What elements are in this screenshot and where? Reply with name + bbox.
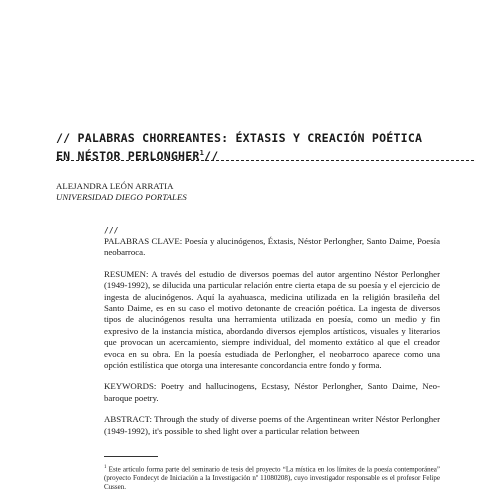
keywords-english: KEYWORDS: Poetry and hallucinogens, Ecstasy, Néstor Perlongher, Santo Daime, Neo-baroque poetry.	[104, 381, 440, 403]
title-line-1: // PALABRAS CHORREANTES: ÉXTASIS Y CREACIÓN POÉTICA	[56, 131, 423, 145]
article-body	[104, 226, 440, 447]
keywords-spanish: PALABRAS CLAVE: Poesía y alucinógenos, Éxtasis, Néstor Perlongher, Santo Daime, Poesía neobarroca.	[104, 236, 440, 258]
footnote-text: Este artículo forma parte del seminario de tesis del proyecto “La mística en los límites de la poesía contemporánea” (proyecto Fondecyt de Iniciación a la Investigación nº 11080208), cuyo investigador responsable es el profesor Felipe Cussen.	[104, 465, 441, 492]
footnote-number: 1	[104, 465, 107, 470]
footnote-rule	[104, 456, 158, 457]
title-footnote-marker: 1	[199, 149, 205, 157]
footnote	[104, 463, 440, 492]
title-dashed-rule	[56, 160, 474, 161]
title-suffix: //	[204, 148, 219, 163]
section-marker: ///	[104, 226, 119, 235]
abstract-paragraph: ABSTRACT: Through the study of diverse poems of the Argentinean writer Néstor Perlongher (1949-1992), it's possible to shed light over a particular relation between	[104, 414, 440, 436]
author-block	[56, 181, 187, 203]
author-affiliation: UNIVERSIDAD DIEGO PORTALES	[56, 192, 187, 202]
title-line-2: EN NÉSTOR PERLONGHER	[56, 148, 200, 163]
resumen-paragraph: RESUMEN: A través del estudio de diversos poemas del autor argentino Néstor Perlongher (1949-1992), se dilucida una particular relación entre cierta etapa de su poesía y el ejercicio de ingesta de alucinógenos. Aquí la ayahuasca, medicina utilizada en la religión brasileña del Santo Daime, es en su caso el motivo detonante de creación poética. La ingesta de diversos tipos de alucinógenos resulta una herramienta utilizada en poesía, como un medio y fin expresivo de la instancia mística, abordando diversos ejemplos artísticos, visuales y literarios que provocan un acercamiento, siempre individual, del momento extático al que el creador evoca en su obra. En la poesía estudiada de Perlongher, el neobarroco aparece como una opción estilística que otorga una interesante concordancia entre fondo y forma.	[104, 268, 440, 371]
author-name: ALEJANDRA LEÓN ARRATIA	[56, 181, 174, 191]
article-title	[56, 131, 476, 164]
